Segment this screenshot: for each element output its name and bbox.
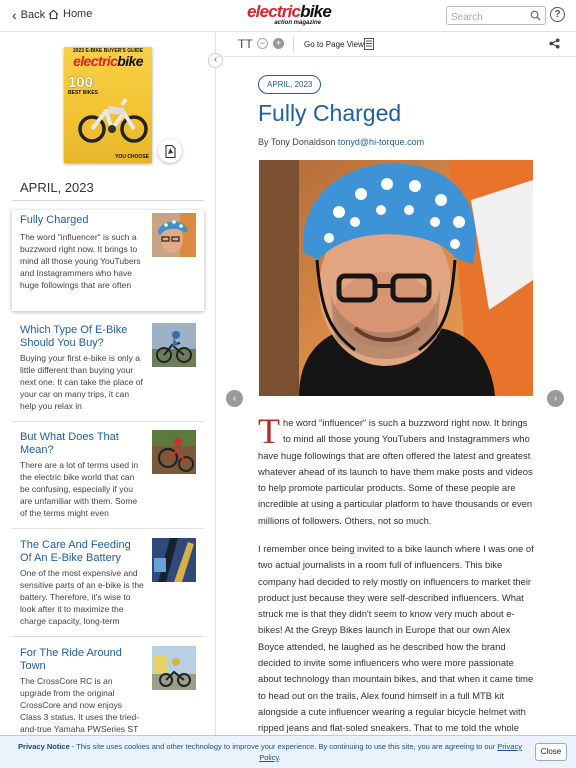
text-smaller-button[interactable]: − bbox=[257, 38, 268, 49]
article-thumbnail bbox=[152, 323, 196, 367]
drop-cap: T bbox=[258, 411, 280, 451]
article-list-item[interactable] bbox=[12, 535, 204, 639]
article-list-item[interactable] bbox=[12, 427, 204, 531]
article-hero-image bbox=[259, 160, 533, 396]
chevron-left-icon: ‹ bbox=[232, 393, 237, 404]
cover-footer: YOU CHOOSE bbox=[115, 154, 149, 160]
previous-article-button[interactable] bbox=[226, 390, 243, 407]
divider bbox=[12, 421, 204, 422]
article-list-title: But What Does That Mean? bbox=[20, 431, 119, 456]
issue-cover[interactable] bbox=[64, 47, 152, 163]
article-thumbnail bbox=[152, 430, 196, 474]
article-list-title: The Care And Feeding Of An E-Bike Battery bbox=[20, 539, 131, 564]
cover-big-number: 100 bbox=[68, 74, 94, 91]
privacy-notice-text: Privacy Notice - This site uses cookies and other technology to improve your experience. By continuing to use this site, you are agreeing to our Privacy Policy. bbox=[18, 742, 522, 762]
top-bar bbox=[0, 0, 576, 32]
article-thumbnail bbox=[152, 538, 196, 582]
back-button[interactable] bbox=[12, 6, 46, 23]
reader-toolbar bbox=[217, 33, 576, 57]
article-list-item[interactable] bbox=[12, 210, 204, 311]
article-list-excerpt: The CrossCore RC is an upgrade from the original CrossCore and now enjoys Class 3 status. It uses the tried-and-true Yamaha PWSeries ST bbox=[20, 676, 140, 734]
privacy-policy-link[interactable]: Privacy Policy bbox=[259, 742, 522, 762]
article-paragraph bbox=[258, 411, 534, 529]
cover-bike-illustration bbox=[78, 91, 148, 145]
article-reader bbox=[217, 58, 576, 735]
article-title: Fully Charged bbox=[258, 100, 402, 126]
logo-subtitle: action magazine bbox=[274, 20, 321, 26]
pdf-icon bbox=[165, 145, 176, 158]
divider bbox=[12, 200, 204, 201]
chevron-left-icon: ‹ bbox=[12, 6, 17, 23]
logo-text-bike: bike bbox=[300, 2, 331, 21]
article-paragraph: I remember once being invited to a bike launch where I was one of two actual journalists in a room full of influencers. This bike company had decided to rely mostly on influencers to market their product just because they were self-described influencers. What struck me is that they didn't seem to know very much about e-bikes! At the Greyp Bikes launch in Europe that our own Alex Boyce attended, he laughed as he described how the brand decided to invite some influencers who were more passionate about technology than mountain bikes, and that when it came time to head out on the trails, Alex found himself in a full MTB kit alongside a cute influencer wearing a regular bicycle helmet with ripped jeans and flat-soled sneakers. That to me told the whole bbox=[258, 543, 534, 734]
article-list-title: Which Type Of E-Bike Should You Buy? bbox=[20, 324, 128, 349]
site-logo[interactable] bbox=[247, 2, 331, 29]
search-box bbox=[446, 6, 546, 25]
article-list-excerpt: The word "influencer" is such a buzzword right now. It brings to mind all those young YouTubers and Instagrammers who have huge followings that are often bbox=[20, 232, 141, 290]
cover-brand: electricbike bbox=[73, 53, 143, 69]
next-article-button[interactable] bbox=[547, 390, 564, 407]
article-list-excerpt: There are a lot of terms used in the electric bike world that can be confusing, especially if you are unfamiliar with them. Some of the terms might even bbox=[20, 460, 139, 518]
cover-subhead: BEST BIKES bbox=[68, 90, 99, 96]
privacy-notice-label: Privacy Notice bbox=[18, 742, 70, 751]
divider bbox=[12, 528, 204, 529]
privacy-notice-bar bbox=[0, 735, 576, 768]
article-list-excerpt: Buying your first e-bike is only a little different than buying your next one. It can take the place of your car on many trips, it can help you relax in bbox=[20, 353, 143, 411]
search-icon[interactable] bbox=[530, 10, 541, 21]
article-thumbnail bbox=[152, 213, 196, 257]
divider bbox=[293, 36, 294, 53]
page-view-icon[interactable] bbox=[364, 38, 374, 50]
search-input[interactable] bbox=[447, 9, 525, 26]
author-email-link[interactable]: tonyd@hi-torque.com bbox=[337, 137, 425, 147]
article-list-excerpt: One of the most expensive and sensitive parts of an e-bike is the battery. Therefore, it's wise to look after it to maximize the charge capacity, long-term bbox=[20, 568, 144, 626]
home-icon bbox=[48, 9, 59, 20]
article-list-title: For The Ride Around Town bbox=[20, 647, 122, 672]
help-button[interactable]: ? bbox=[550, 7, 565, 22]
home-label: Home bbox=[63, 8, 93, 20]
article-list-item[interactable] bbox=[12, 643, 204, 735]
cover-kicker: 2023 E-BIKE BUYER'S GUIDE bbox=[72, 48, 144, 54]
logo-text-electric: electric bbox=[247, 2, 301, 21]
article-thumbnail bbox=[152, 646, 196, 690]
chevron-left-icon: ‹ bbox=[213, 54, 218, 65]
text-size-icon[interactable]: TT bbox=[238, 37, 253, 51]
back-label: Back bbox=[20, 9, 46, 21]
divider bbox=[12, 636, 204, 637]
close-privacy-button[interactable]: Close bbox=[535, 743, 567, 761]
text-larger-button[interactable]: + bbox=[273, 38, 284, 49]
byline-author: By Tony Donaldson bbox=[258, 137, 336, 147]
article-list-item[interactable] bbox=[12, 320, 204, 424]
article-date-badge: APRIL, 2023 bbox=[258, 75, 321, 94]
article-list-title: Fully Charged bbox=[20, 214, 89, 226]
chevron-right-icon: › bbox=[553, 393, 558, 404]
share-icon[interactable] bbox=[549, 38, 560, 49]
article-byline bbox=[258, 137, 424, 147]
issue-date: APRIL, 2023 bbox=[20, 180, 94, 195]
paragraph-text: he word "influencer" is such a buzzword right now. It brings to mind all those young YouTubers and Instagrammers who have huge followings that are often offered the latest and greatest whatever ahead of its launch to have them make posts and videos to help promote particular products. Some of these people are incredible at using a particular platform to have thousands or even millions of followers. Others, not so much. bbox=[258, 417, 533, 526]
issue-sidebar bbox=[0, 33, 216, 735]
go-to-page-view-button[interactable]: Go to Page View bbox=[304, 40, 364, 49]
download-pdf-button[interactable] bbox=[158, 139, 182, 163]
home-button[interactable] bbox=[48, 8, 92, 20]
